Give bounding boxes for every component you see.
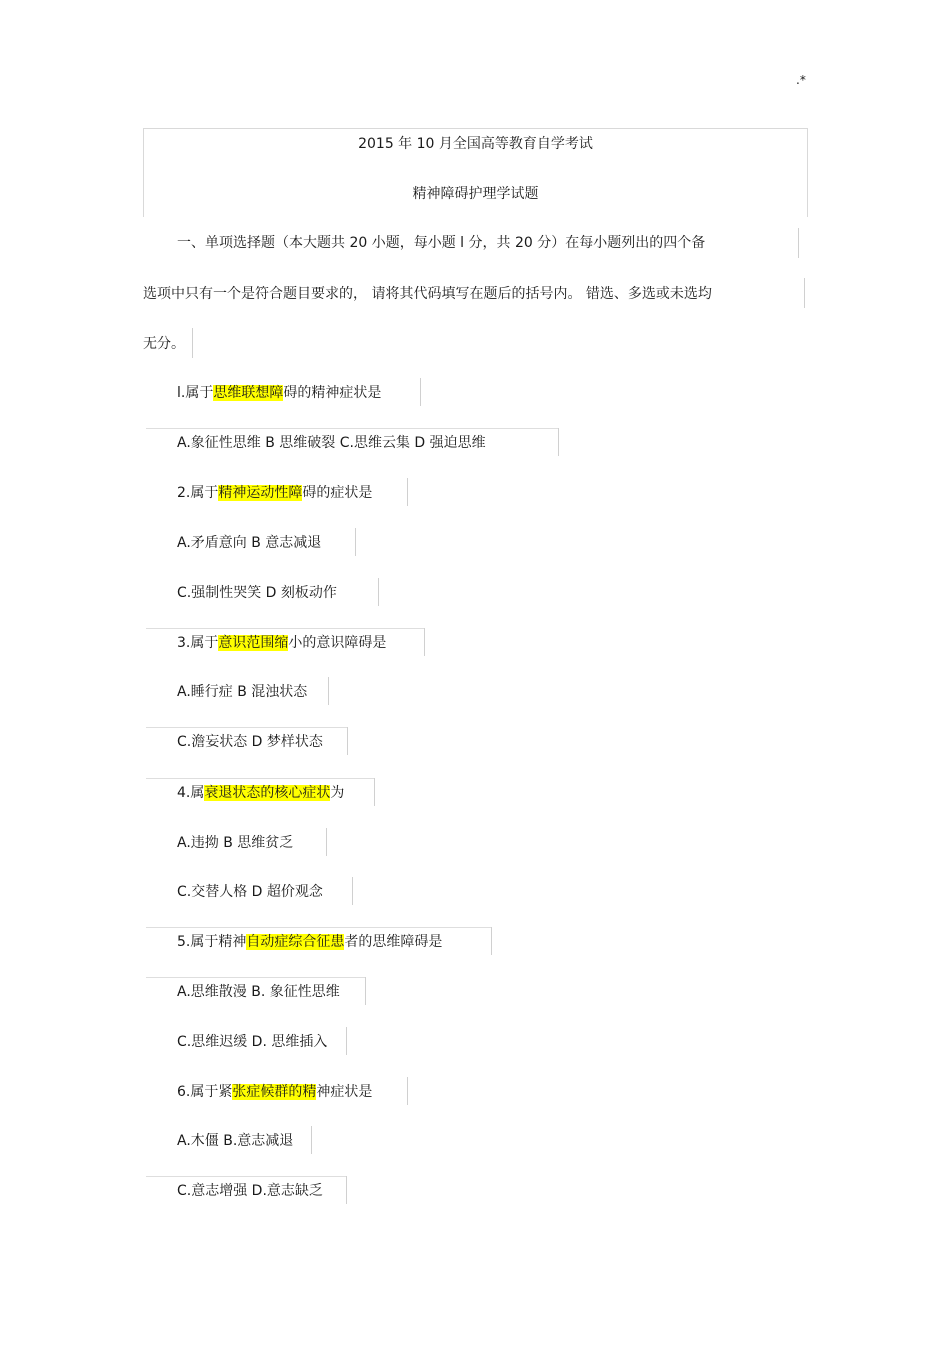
- question-1: l.属于思维联想障碍的精神症状是: [177, 385, 382, 401]
- exam-title: 2015 年 10 月全国高等教育自学考试: [358, 136, 593, 152]
- question-6: 6.属于紧张症候群的精神症状是: [177, 1084, 373, 1100]
- question-5-option-ab: A.思维散漫 B. 象征性思维: [177, 984, 340, 1000]
- question-3-option-cd: C.澹妄状态 D 梦样状态: [177, 734, 323, 750]
- question-6-option-cd: C.意志增强 D.意志缺乏: [177, 1183, 323, 1199]
- question-4-option-ab: A.违拗 B 思维贫乏: [177, 835, 294, 851]
- instructions-line-2: 选项中只有一个是符合题目要求的， 请将其代码填写在题后的括号内。 错选、多选或未选均: [143, 286, 712, 302]
- question-3: 3.属于意识范围缩小的意识障碍是: [177, 635, 387, 651]
- question-4: 4.属衰退状态的核心症状为: [177, 785, 345, 801]
- question-5-option-cd: C.思维迟缓 D. 思维插入: [177, 1034, 328, 1050]
- question-2: 2.属于精神运动性障碍的症状是: [177, 485, 373, 501]
- question-4-option-cd: C.交替人格 D 超价观念: [177, 884, 323, 900]
- page-corner-mark: .*: [796, 73, 806, 87]
- question-6-option-ab: A.木僵 B.意志减退: [177, 1133, 294, 1149]
- question-2-option-ab: A.矛盾意向 B 意志减退: [177, 535, 322, 551]
- instructions-line-1: 一、单项选择题（本大题共 20 小题，每小题 l 分，共 20 分）在每小题列出的四个备: [177, 235, 706, 251]
- question-2-option-cd: C.强制性哭笑 D 刻板动作: [177, 585, 337, 601]
- question-1-options: A.象征性思维 B 思维破裂 C.思维云集 D 强迫思维: [177, 435, 486, 451]
- question-3-option-ab: A.睡行症 B 混浊状态: [177, 684, 308, 700]
- exam-title-box: [143, 128, 808, 217]
- instructions-line-3: 无分。: [143, 336, 185, 352]
- exam-subtitle: 精神障碍护理学试题: [412, 186, 539, 202]
- question-5: 5.属于精神自动症综合征患者的思维障碍是: [177, 934, 443, 950]
